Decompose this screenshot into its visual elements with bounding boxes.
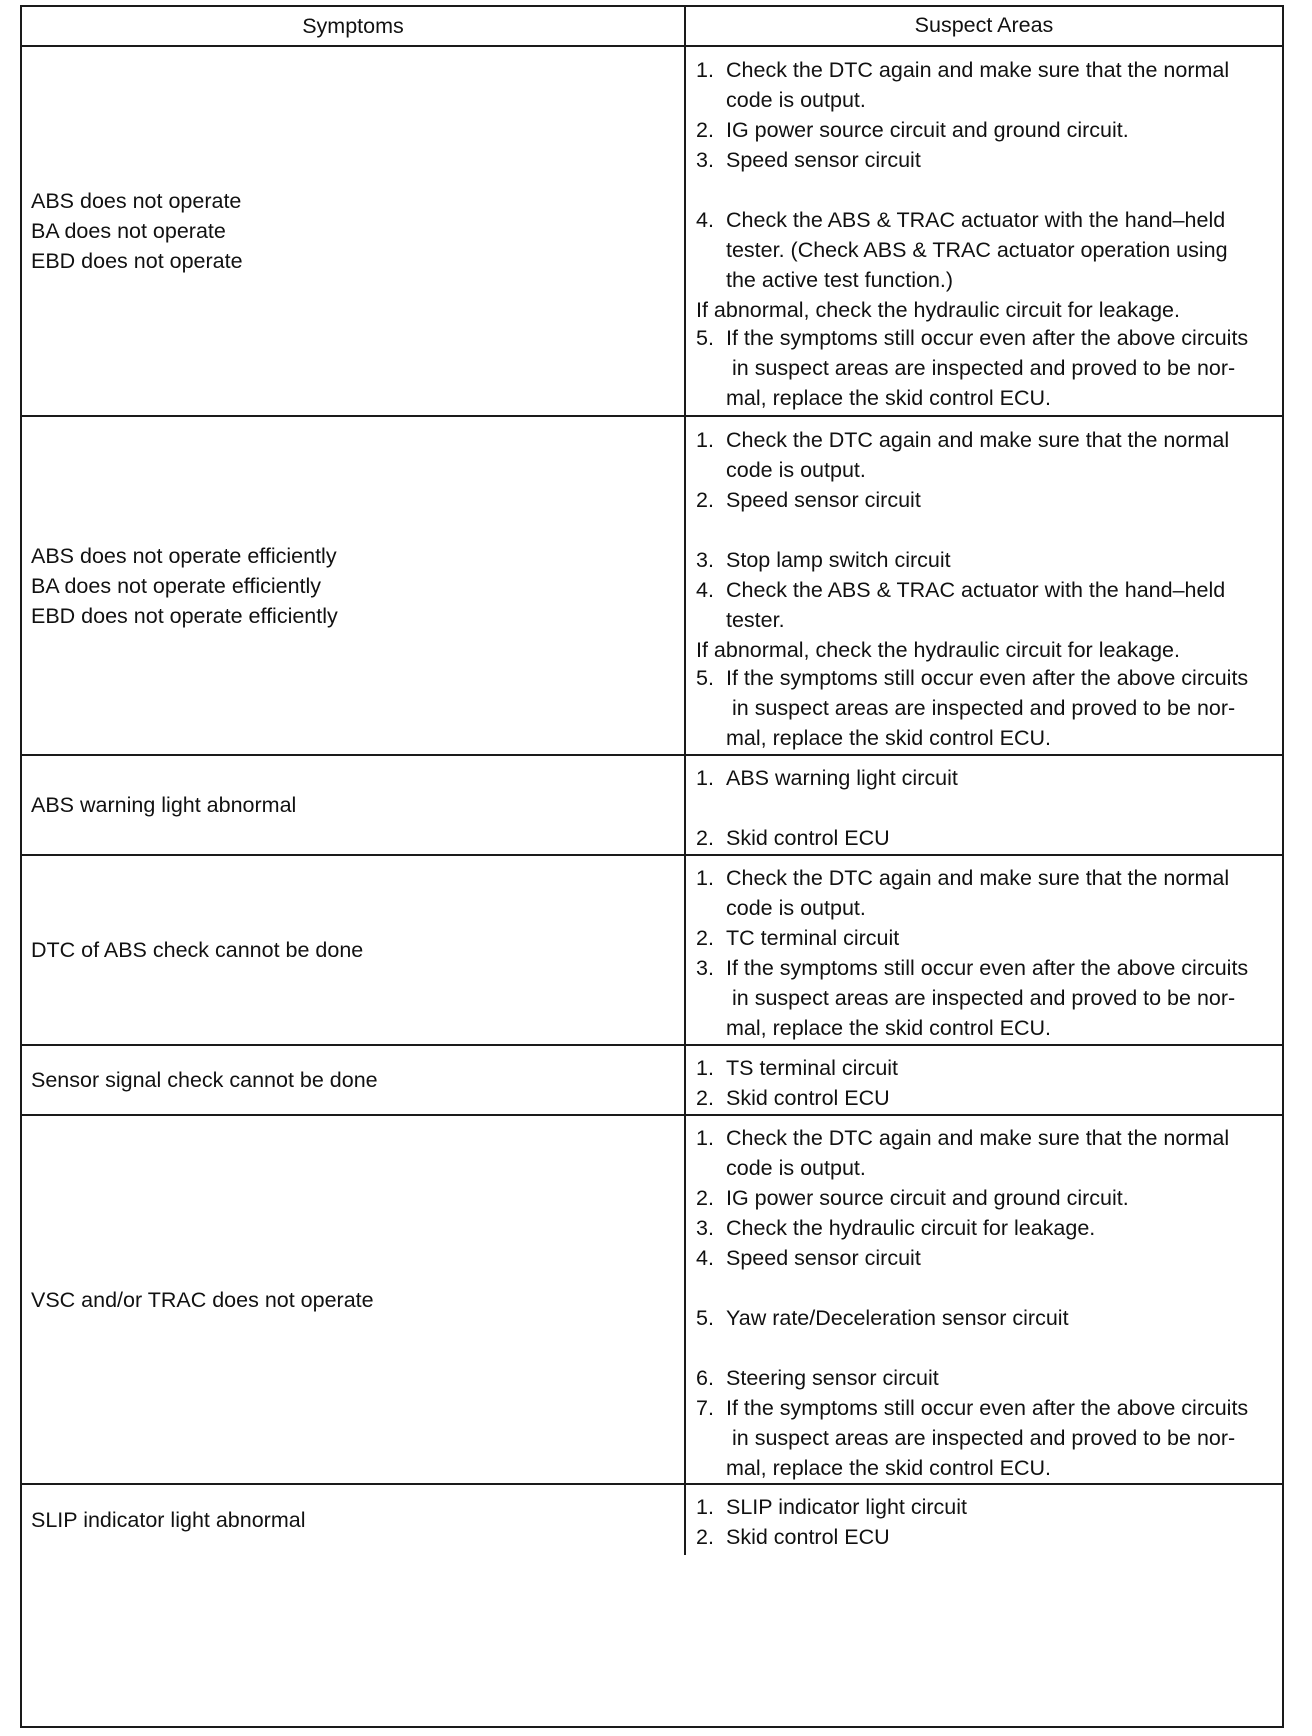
item-number: 1.	[696, 428, 714, 452]
item-text: Steering sensor circuit	[726, 1366, 939, 1390]
list-item-continuation: code is output.	[726, 1156, 866, 1180]
item-number: 5.	[696, 1306, 714, 1330]
list-item-continuation: tester.	[726, 608, 785, 632]
suspect-areas-cell	[686, 1046, 1282, 1114]
list-item-continuation: code is output.	[726, 458, 866, 482]
list-item	[696, 322, 1248, 355]
note-line: If abnormal, check the hydraulic circuit for leakage.	[696, 638, 1180, 662]
item-text: Check the hydraulic circuit for leakage.	[726, 1216, 1096, 1240]
item-text: Skid control ECU	[726, 826, 890, 850]
item-text: Check the DTC again and make sure that the normal	[726, 428, 1230, 452]
list-item	[696, 762, 958, 795]
list-item	[696, 204, 1225, 237]
list-item	[696, 922, 899, 955]
list-item	[696, 822, 890, 855]
list-item-continuation: code is output.	[726, 88, 866, 112]
symptom-line: DTC of ABS check cannot be done	[31, 938, 364, 962]
list-item	[696, 544, 951, 577]
item-text: IG power source circuit and ground circuit.	[726, 118, 1129, 142]
item-text: TC terminal circuit	[726, 926, 900, 950]
item-text: If the symptoms still occur even after the above circuits	[726, 1396, 1249, 1420]
item-number: 2.	[696, 926, 714, 950]
list-item	[696, 1212, 1095, 1245]
item-text: Check the ABS & TRAC actuator with the hand–held	[726, 208, 1226, 232]
list-item-continuation: the active test function.)	[726, 268, 954, 292]
symptom-line: VSC and/or TRAC does not operate	[31, 1287, 374, 1312]
item-number: 3.	[696, 956, 714, 980]
item-text: Check the DTC again and make sure that the normal	[726, 1126, 1230, 1150]
list-item	[696, 662, 1248, 695]
item-number: 3.	[696, 148, 714, 172]
header-symptoms: Symptoms	[22, 7, 686, 45]
list-item	[696, 574, 1225, 607]
table-row	[22, 756, 1282, 856]
item-number: 1.	[696, 1126, 714, 1150]
list-item	[696, 952, 1248, 985]
item-number: 2.	[696, 826, 714, 850]
symptom-line: EBD does not operate	[31, 249, 243, 273]
list-item-continuation: in suspect areas are inspected and proved to be nor-	[732, 1426, 1236, 1450]
item-text: Check the ABS & TRAC actuator with the hand–held	[726, 578, 1226, 602]
symptom-line: EBD does not operate efficiently	[31, 603, 338, 628]
note-line: If abnormal, check the hydraulic circuit for leakage.	[696, 298, 1180, 322]
symptom-line: BA does not operate	[31, 219, 226, 243]
item-number: 2.	[696, 488, 714, 512]
item-number: 7.	[696, 1396, 714, 1420]
item-text: TS terminal circuit	[726, 1056, 899, 1080]
symptom-cell	[22, 856, 686, 1044]
item-number: 3.	[696, 1216, 714, 1240]
item-text: Check the DTC again and make sure that the normal	[726, 866, 1230, 890]
list-item-continuation: tester. (Check ABS & TRAC actuator operation using	[726, 238, 1228, 262]
table-header-row	[22, 7, 1282, 47]
symptom-line: ABS does not operate	[31, 189, 242, 213]
item-text: Yaw rate/Deceleration sensor circuit	[726, 1306, 1069, 1330]
list-item	[696, 862, 1229, 895]
item-number: 2.	[696, 1525, 714, 1549]
symptom-cell	[22, 1046, 686, 1114]
symptom-cell	[22, 1116, 686, 1483]
item-number: 1.	[696, 766, 714, 790]
item-number: 4.	[696, 1246, 714, 1270]
suspect-areas-cell	[686, 417, 1282, 754]
list-item	[696, 1521, 890, 1554]
item-text: Speed sensor circuit	[726, 148, 921, 172]
item-number: 3.	[696, 548, 714, 572]
symptom-line: Sensor signal check cannot be done	[31, 1068, 378, 1092]
symptom-line: ABS warning light abnormal	[31, 793, 297, 817]
item-text: SLIP indicator light circuit	[726, 1495, 967, 1519]
item-text: Speed sensor circuit	[726, 1246, 921, 1270]
table-row	[22, 1116, 1282, 1485]
item-text: Skid control ECU	[726, 1525, 890, 1549]
symptom-line: SLIP indicator light abnormal	[31, 1508, 306, 1532]
item-number: 5.	[696, 666, 714, 690]
list-item-continuation: mal, replace the skid control ECU.	[726, 386, 1052, 410]
header-suspect-areas: Suspect Areas	[914, 13, 1054, 38]
list-item-continuation: code is output.	[726, 896, 866, 920]
item-number: 1.	[696, 1495, 714, 1519]
symptom-line: ABS does not operate efficiently	[31, 543, 337, 568]
list-item	[696, 1302, 1069, 1335]
list-item-continuation: mal, replace the skid control ECU.	[726, 1456, 1052, 1480]
item-number: 6.	[696, 1366, 714, 1390]
item-text: Speed sensor circuit	[726, 488, 921, 512]
list-item	[696, 1392, 1248, 1425]
list-item	[696, 1052, 898, 1085]
symptom-cell	[22, 417, 686, 754]
item-number: 1.	[696, 866, 714, 890]
list-item	[696, 1082, 890, 1115]
item-number: 1.	[696, 58, 714, 82]
item-number: 2.	[696, 118, 714, 142]
symptom-cell	[22, 756, 686, 854]
suspect-areas-cell	[686, 756, 1282, 854]
list-item	[696, 144, 921, 177]
item-text: If the symptoms still occur even after the above circuits	[726, 326, 1249, 350]
suspect-areas-cell	[686, 1485, 1282, 1555]
suspect-areas-cell	[686, 856, 1282, 1044]
table-row	[22, 1485, 1282, 1726]
list-item	[696, 1362, 939, 1395]
list-item	[696, 484, 921, 517]
item-number: 2.	[696, 1186, 714, 1210]
suspect-areas-cell	[686, 47, 1282, 415]
list-item	[696, 54, 1229, 87]
list-item-continuation: mal, replace the skid control ECU.	[726, 1016, 1052, 1040]
list-item-continuation: in suspect areas are inspected and proved to be nor-	[732, 696, 1236, 720]
symptom-line: BA does not operate efficiently	[31, 573, 322, 598]
list-item	[696, 424, 1229, 457]
list-item-continuation: in suspect areas are inspected and proved to be nor-	[732, 356, 1236, 380]
item-text: Check the DTC again and make sure that the normal	[726, 58, 1230, 82]
item-text: Skid control ECU	[726, 1086, 890, 1110]
table-row	[22, 1046, 1282, 1116]
suspect-areas-table	[20, 5, 1284, 1728]
item-text: If the symptoms still occur even after the above circuits	[726, 956, 1249, 980]
list-item-continuation: mal, replace the skid control ECU.	[726, 726, 1052, 750]
item-number: 4.	[696, 208, 714, 232]
item-text: IG power source circuit and ground circuit.	[726, 1186, 1129, 1210]
list-item	[696, 1122, 1229, 1155]
symptom-cell	[22, 47, 686, 415]
list-item-continuation: in suspect areas are inspected and proved to be nor-	[732, 986, 1236, 1010]
item-number: 5.	[696, 326, 714, 350]
item-number: 4.	[696, 578, 714, 602]
list-item	[696, 1491, 967, 1524]
list-item	[696, 1182, 1129, 1215]
suspect-areas-cell	[686, 1116, 1282, 1483]
table-row	[22, 856, 1282, 1046]
table-row	[22, 47, 1282, 417]
list-item	[696, 114, 1129, 147]
item-text: ABS warning light circuit	[726, 766, 958, 790]
symptom-cell	[22, 1485, 686, 1555]
item-number: 1.	[696, 1056, 714, 1080]
item-number: 2.	[696, 1086, 714, 1110]
list-item	[696, 1242, 921, 1275]
table-row	[22, 417, 1282, 756]
item-text: Stop lamp switch circuit	[726, 548, 951, 572]
item-text: If the symptoms still occur even after the above circuits	[726, 666, 1249, 690]
